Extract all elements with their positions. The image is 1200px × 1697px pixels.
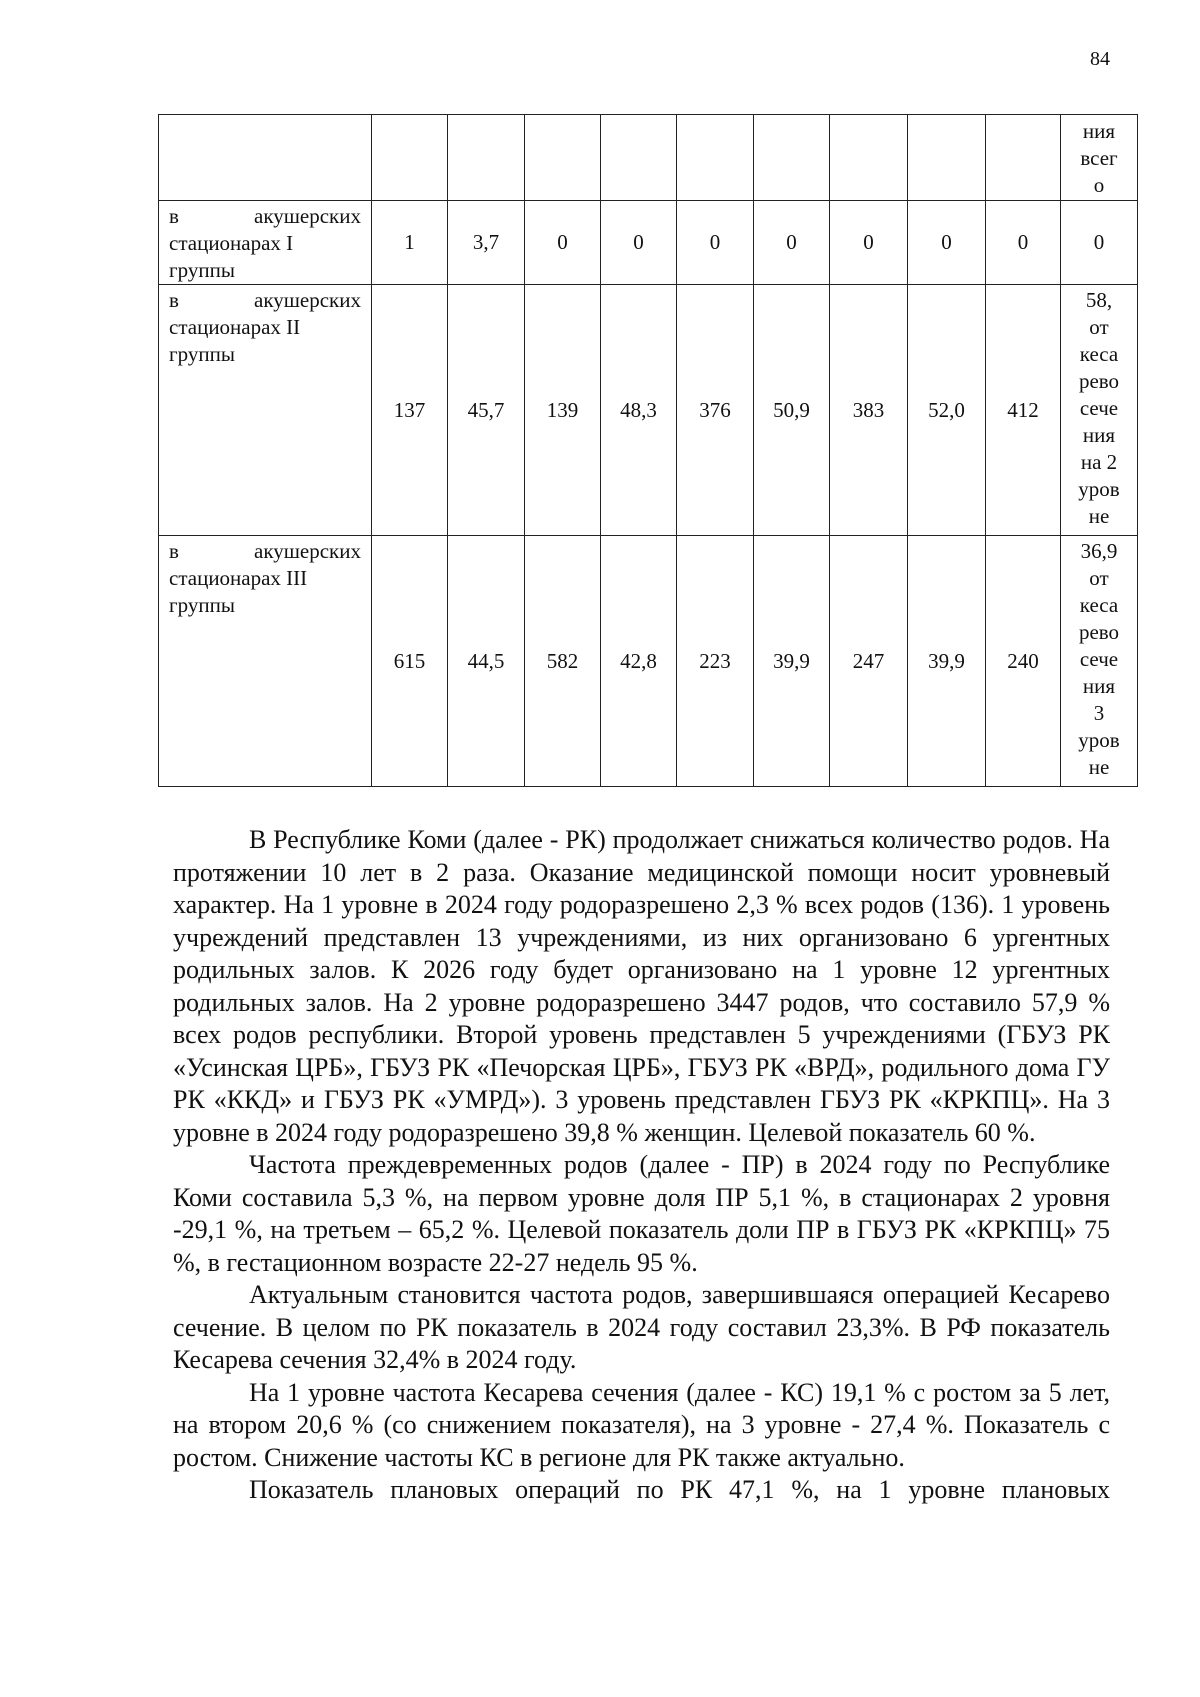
note-cell: 0 (1061, 201, 1138, 285)
table-row (159, 285, 1138, 536)
table-cell: 44,5 (448, 536, 525, 787)
table-cell: 383 (830, 285, 908, 536)
table-cell: 582 (525, 536, 601, 787)
note-line: от (1089, 566, 1109, 590)
label-line: группы (169, 258, 235, 282)
note-line: рево (1078, 369, 1120, 393)
header-note-cell (1061, 115, 1138, 201)
note-line: уров (1078, 477, 1120, 501)
table-cell: 48,3 (601, 285, 677, 536)
table-cell: 42,8 (601, 536, 677, 787)
table-cell: 1 (372, 201, 448, 285)
table-cell: 139 (525, 285, 601, 536)
table-cell: 52,0 (908, 285, 986, 536)
table-cell (677, 115, 754, 201)
note-line: на 2 (1080, 450, 1118, 474)
note-line: сече (1079, 396, 1119, 420)
note-line: о (1093, 173, 1105, 197)
paragraph: Актуальным становится частота родов, завершившаяся операцией Кесарево сечение. В целом по РК показатель в 2024 году составил 23,3%. В РФ показатель Кесарева сечения 32,4% в 2024 году. (173, 1280, 1110, 1374)
note-line: кеса (1079, 593, 1119, 617)
table-cell: 240 (986, 536, 1061, 787)
note-line: ния (1082, 423, 1116, 447)
note-line: не (1088, 504, 1110, 528)
note-line: 58, (1085, 288, 1113, 312)
note-line: рево (1078, 620, 1120, 644)
table-cell (908, 115, 986, 201)
label-line: стационарах II (169, 315, 301, 339)
table-header-row (159, 115, 1138, 201)
note-cell (1061, 536, 1138, 787)
table-cell: 3,7 (448, 201, 525, 285)
table-cell (986, 115, 1061, 201)
table-row (159, 536, 1138, 787)
label-line: в акушерских (169, 204, 361, 228)
table-cell: 0 (677, 201, 754, 285)
table-cell: 0 (830, 201, 908, 285)
table-cell: 0 (908, 201, 986, 285)
label-line: стационарах I (169, 231, 294, 255)
table-cell: 137 (372, 285, 448, 536)
label-line: в акушерских (169, 288, 361, 312)
table-cell: 376 (677, 285, 754, 536)
table-cell (830, 115, 908, 201)
table-cell (448, 115, 525, 201)
table-cell: 39,9 (754, 536, 830, 787)
table-cell: 247 (830, 536, 908, 787)
note-line: 36,9 (1080, 539, 1118, 563)
note-line: 3 (1093, 701, 1105, 725)
table-cell: 223 (677, 536, 754, 787)
paragraph: Частота преждевременных родов (далее - ПР) в 2024 году по Республике Коми составила 5,3 %, на первом уровне доля ПР 5,1 %, в стационарах 2 уровня -29,1 %, на третьем – 65,2 %. Целевой показатель доли ПР в ГБУЗ РК «КРКПЦ» 75 %, в гестационном возрасте 22-27 недель 95 %. (173, 1150, 1110, 1277)
table-cell (601, 115, 677, 201)
paragraph: Показатель плановых операций по РК 47,1 %, на 1 уровне плановых (249, 1475, 1110, 1504)
table-cell (159, 115, 372, 201)
table-row (159, 201, 1138, 285)
data-table (158, 114, 1138, 787)
table-cell: 0 (525, 201, 601, 285)
table-cell: 50,9 (754, 285, 830, 536)
page-number: 84 (1090, 48, 1110, 70)
note-line: ния (1082, 674, 1116, 698)
note-line: всег (1080, 146, 1118, 170)
label-line: стационарах III (169, 566, 308, 590)
paragraph: На 1 уровне частота Кесарева сечения (далее - КС) 19,1 % с ростом за 5 лет, на втором 20,6 % (со снижением показателя), на 3 уровне - 27,4 %. Показатель с ростом. Снижение частоты КС в регионе для РК также актуально. (173, 1377, 1110, 1472)
label-line: в акушерских (169, 539, 361, 563)
row-label (159, 536, 372, 787)
label-line: группы (169, 593, 235, 617)
note-cell (1061, 285, 1138, 536)
note-line: ния (1082, 119, 1116, 143)
paragraph: В Республике Коми (далее - РК) продолжает снижаться количество родов. На протяжении 10 лет в 2 раза. Оказание медицинской помощи носит уровневый характер. На 1 уровне в 2024 году родоразрешено 2,3 % всех родов (136). 1 уровень учреждений представлен 13 учреждениями, из них организовано 6 ургентных родильных залов. К 2026 году будет организовано на 1 уровне 12 ургентных родильных залов. На 2 уровне родоразрешено 3447 родов, что составило 57,9 % всех родов республики. Второй уровень представлен 5 учреждениями (ГБУЗ РК «Усинская ЦРБ», ГБУЗ РК «Печорская ЦРБ», ГБУЗ РК «ВРД», родильного дома ГУ РК «ККД» и ГБУЗ РК «УМРД»). 3 уровень представлен ГБУЗ РК «КРКПЦ». На 3 уровне в 2024 году родоразрешено 39,8 % женщин. Целевой показатель 60 %. (173, 825, 1110, 1147)
row-label (159, 201, 372, 285)
note-line: не (1088, 755, 1110, 779)
table-cell: 412 (986, 285, 1061, 536)
body-text (173, 824, 1110, 1507)
table-cell (754, 115, 830, 201)
table-cell: 39,9 (908, 536, 986, 787)
table-cell: 0 (754, 201, 830, 285)
label-line: группы (169, 342, 235, 366)
table-cell (372, 115, 448, 201)
note-line: от (1089, 315, 1109, 339)
note-line: кеса (1079, 342, 1119, 366)
table-cell: 615 (372, 536, 448, 787)
table-cell (525, 115, 601, 201)
note-line: уров (1078, 728, 1120, 752)
note-line: сече (1079, 647, 1119, 671)
table-cell: 45,7 (448, 285, 525, 536)
row-label (159, 285, 372, 536)
table-cell: 0 (986, 201, 1061, 285)
table-cell: 0 (601, 201, 677, 285)
